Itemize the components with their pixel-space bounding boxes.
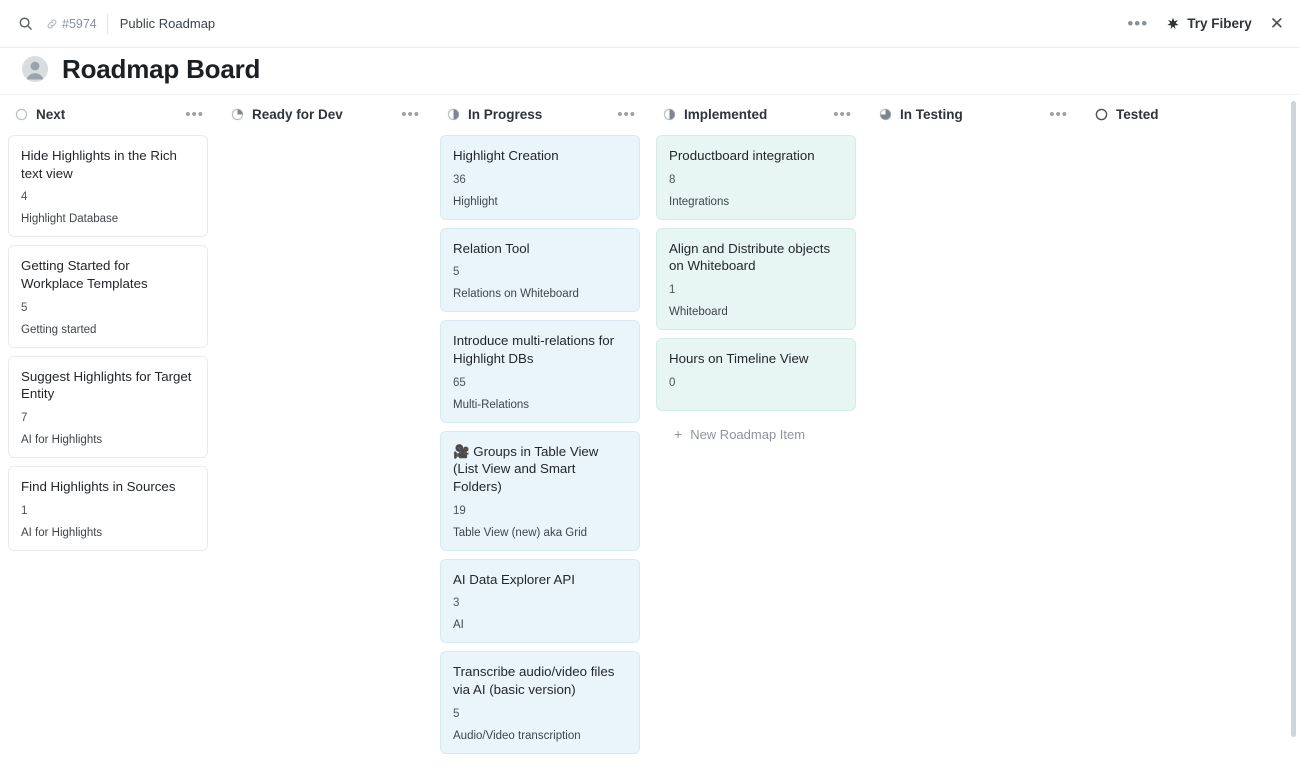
card-title: Relation Tool xyxy=(453,240,530,256)
column-cards xyxy=(656,133,856,770)
try-fibery-label: Try Fibery xyxy=(1187,16,1252,31)
card-tag: Whiteboard xyxy=(669,306,728,319)
circle-full-icon xyxy=(1094,107,1108,121)
circle-half-icon xyxy=(446,107,460,121)
roadmap-card[interactable] xyxy=(440,135,640,220)
column-menu-button[interactable]: ••• xyxy=(617,105,636,123)
column-header xyxy=(8,95,208,133)
board-area xyxy=(0,94,1300,770)
card-count: 5 xyxy=(453,707,460,720)
board-avatar-icon xyxy=(22,56,48,82)
board-column-in-progress xyxy=(432,95,648,770)
card-title: Transcribe audio/video files via AI (basic version) xyxy=(453,664,615,698)
roadmap-card[interactable] xyxy=(8,135,208,237)
topbar-left xyxy=(14,13,215,35)
board-column-next xyxy=(0,95,216,770)
card-count: 65 xyxy=(453,376,466,389)
column-cards xyxy=(224,133,424,770)
column-title: Implemented xyxy=(684,106,768,122)
column-menu-button[interactable]: ••• xyxy=(1049,105,1068,123)
close-icon[interactable]: ✕ xyxy=(1269,14,1284,33)
new-roadmap-item-label: New Roadmap Item xyxy=(690,426,806,442)
card-title: Highlight Creation xyxy=(453,148,559,163)
board-column-ready-for-dev xyxy=(216,95,432,770)
roadmap-card[interactable] xyxy=(440,651,640,753)
new-roadmap-item-button[interactable] xyxy=(656,419,856,450)
column-cards xyxy=(8,133,208,770)
card-count: 8 xyxy=(669,173,676,186)
card-count: 4 xyxy=(21,191,28,204)
column-menu-button[interactable]: ••• xyxy=(833,105,852,123)
try-fibery-button[interactable] xyxy=(1164,15,1252,32)
page-title: Roadmap Board xyxy=(62,53,261,84)
column-title: Next xyxy=(36,106,66,122)
plus-icon: + xyxy=(674,426,683,443)
topbar-more-button[interactable]: ••• xyxy=(1127,14,1149,33)
card-title: Getting Started for Workplace Templates xyxy=(21,258,148,292)
card-tag: Integrations xyxy=(669,195,730,208)
card-count: 1 xyxy=(21,504,28,517)
card-count: 0 xyxy=(669,376,676,389)
vertical-scrollbar[interactable] xyxy=(1291,101,1296,737)
roadmap-card[interactable] xyxy=(440,559,640,644)
roadmap-card[interactable] xyxy=(656,135,856,220)
circle-quarter-icon xyxy=(230,107,244,121)
card-count: 1 xyxy=(669,284,676,297)
card-title: Hide Highlights in the Rich text view xyxy=(21,148,177,181)
column-title: In Testing xyxy=(900,106,963,122)
column-cards xyxy=(440,133,640,770)
card-title: Suggest Highlights for Target Entity xyxy=(21,368,192,402)
card-tag: Highlight xyxy=(453,195,498,208)
roadmap-card[interactable] xyxy=(656,228,856,330)
topbar xyxy=(0,0,1300,48)
card-tag: AI xyxy=(453,619,464,632)
card-tag: Multi-Relations xyxy=(453,398,530,411)
column-title: In Progress xyxy=(468,106,543,122)
roadmap-card[interactable] xyxy=(8,245,208,347)
column-menu-button[interactable]: ••• xyxy=(185,105,204,123)
roadmap-card[interactable] xyxy=(440,431,640,551)
card-tag: AI for Highlights xyxy=(21,526,103,539)
column-title: Ready for Dev xyxy=(252,106,343,122)
roadmap-card[interactable] xyxy=(656,338,856,411)
fibery-logo-icon xyxy=(1164,15,1181,32)
column-title: Tested xyxy=(1116,106,1159,122)
column-menu-button[interactable]: ••• xyxy=(401,105,420,123)
roadmap-card[interactable] xyxy=(440,320,640,422)
document-id xyxy=(46,14,108,34)
roadmap-card[interactable] xyxy=(8,466,208,551)
board-column-tested xyxy=(1080,95,1296,770)
topbar-right xyxy=(1127,13,1286,34)
column-cards xyxy=(872,133,1072,770)
card-tag: Getting started xyxy=(21,323,97,336)
card-title: Find Highlights in Sources xyxy=(21,479,176,495)
card-title: Align and Distribute objects on Whiteboard xyxy=(669,240,831,274)
board-columns xyxy=(0,95,1300,770)
board-column-implemented xyxy=(648,95,864,770)
card-title: Introduce multi-relations for Highlight DBs xyxy=(453,333,615,367)
circle-empty-icon xyxy=(14,107,28,121)
circle-three-quarter-icon xyxy=(878,107,892,121)
column-header xyxy=(440,95,640,133)
card-tag: Audio/Video transcription xyxy=(453,729,581,742)
column-header xyxy=(656,95,856,133)
card-count: 3 xyxy=(453,597,460,610)
page-header xyxy=(0,48,1300,94)
breadcrumb[interactable]: Public Roadmap xyxy=(119,16,216,31)
column-header xyxy=(872,95,1072,133)
card-tag: AI for Highlights xyxy=(21,434,103,447)
card-title: AI Data Explorer API xyxy=(453,571,575,587)
card-title: 🎥 Groups in Table View (List View and Smart Folders) xyxy=(453,443,599,495)
card-count: 5 xyxy=(21,301,28,314)
card-count: 19 xyxy=(453,504,466,517)
card-tag: Highlight Database xyxy=(21,213,119,226)
circle-half-icon xyxy=(662,107,676,121)
card-tag: Relations on Whiteboard xyxy=(453,288,579,301)
roadmap-card[interactable] xyxy=(440,228,640,313)
card-title: Productboard integration xyxy=(669,148,815,163)
column-header xyxy=(224,95,424,133)
card-count: 7 xyxy=(21,412,28,425)
column-cards xyxy=(1088,133,1288,770)
card-count: 5 xyxy=(453,266,460,279)
card-title: Hours on Timeline View xyxy=(669,351,809,367)
roadmap-card[interactable] xyxy=(8,356,208,458)
search-icon[interactable] xyxy=(14,13,36,35)
link-icon xyxy=(46,18,58,30)
card-tag: Table View (new) aka Grid xyxy=(453,526,588,539)
card-count: 36 xyxy=(453,173,466,186)
board-column-in-testing xyxy=(864,95,1080,770)
document-id-label: #5974 xyxy=(62,16,97,31)
column-header xyxy=(1088,95,1288,133)
